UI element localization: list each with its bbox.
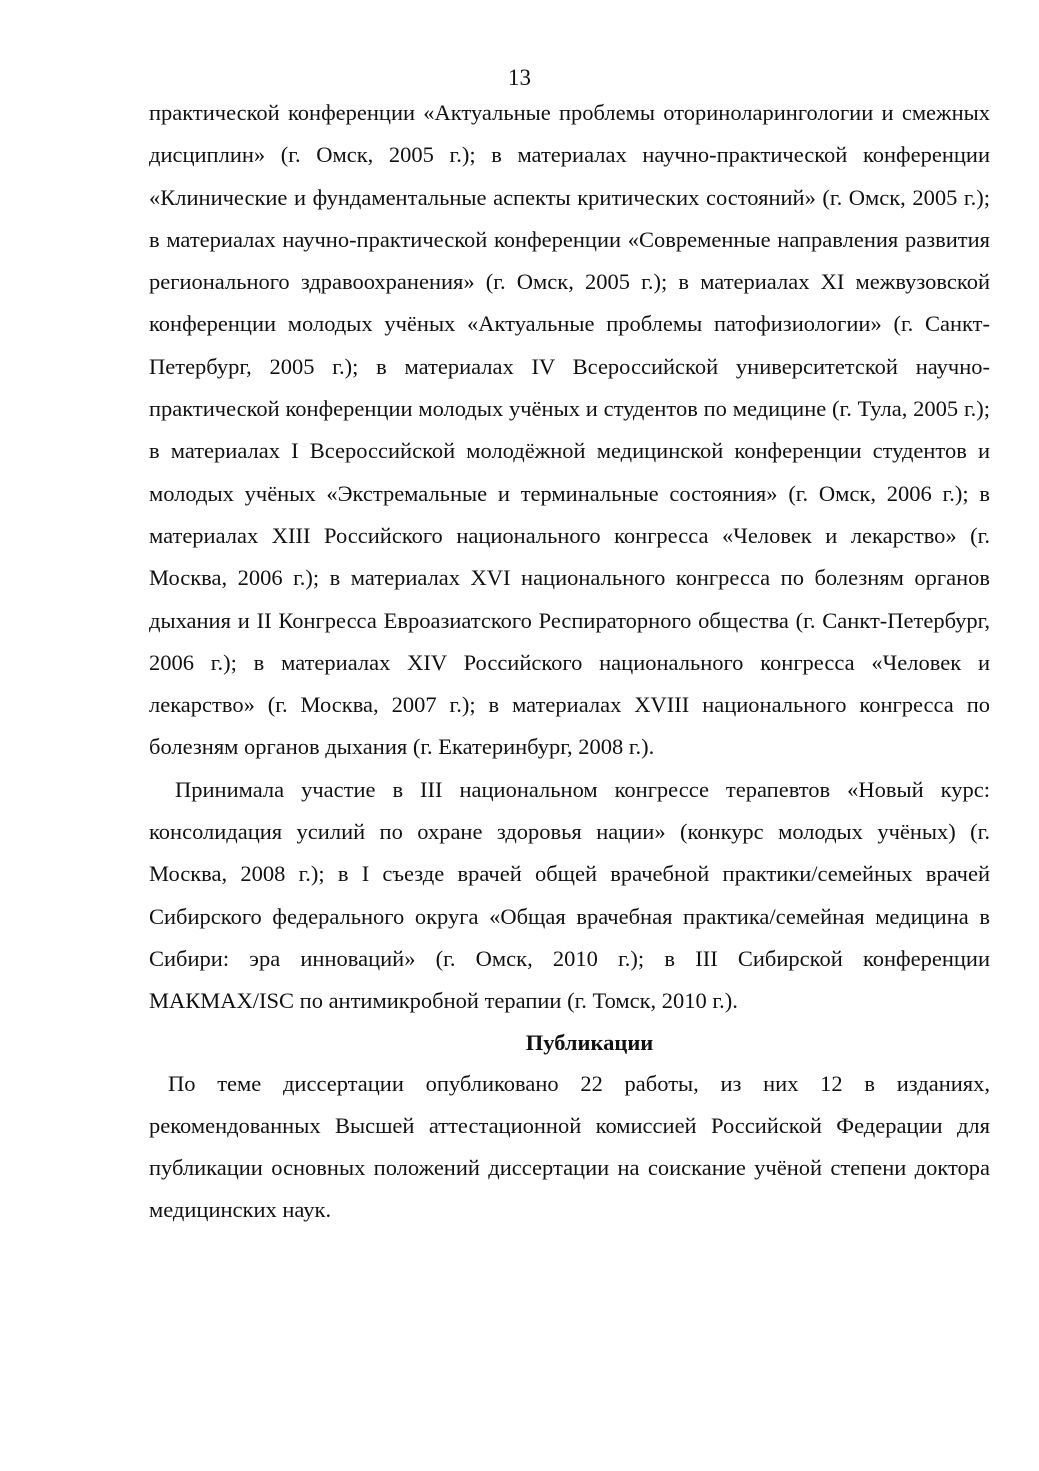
publications-paragraph: По теме диссертации опубликовано 22 работы, из них 12 в изданиях, рекомендованных Высшей аттестационной комиссией Российской Федерации для публикации основных положений диссертации на соискание учёной степени доктора медицинских наук. <box>149 1070 990 1223</box>
publications-heading: Публикации <box>525 1029 654 1055</box>
participation-paragraph: Принимала участие в III национальном конгрессе терапевтов «Новый курс: консолидация усилий по охране здоровья нации» (конкурс молодых учёных) (г. Москва, 2008 г.); в I съезде врачей общей врачебной практики/семейных врачей Сибирского федерального округа «Общая врачебная практика/семейная медицина в Сибири: эра инноваций» (г. Омск, 2010 г.); в III Сибирской конференции МАКМАХ/ISC по антимикробной терапии (г. Томск, 2010 г.). <box>149 776 990 1014</box>
page-body <box>149 92 990 1232</box>
page-number: 13 <box>508 65 531 90</box>
conferences-paragraph: практической конференции «Актуальные проблемы оториноларингологии и смежных дисциплин» (г. Омск, 2005 г.); в материалах научно-практической конференции «Клинические и фундаментальные аспекты критических состояний» (г. Омск, 2005 г.); в материалах научно-практической конференции «Современные направления развития регионального здравоохранения» (г. Омск, 2005 г.); в материалах XI межвузовской конференции молодых учёных «Актуальные проблемы патофизиологии» (г. Санкт-Петербург, 2005 г.); в материалах IV Всероссийской университетской научно-практической конференции молодых учёных и студентов по медицине (г. Тула, 2005 г.); в материалах I Всероссийской молодёжной медицинской конференции студентов и молодых учёных «Экстремальные и терминальные состояния» (г. Омск, 2006 г.); в материалах XIII Российского национального конгресса «Человек и лекарство» (г. Москва, 2006 г.); в материалах XVI национального конгресса по болезням органов дыхания и II Конгресса Евроазиатского Респираторного общества (г. Санкт-Петербург, 2006 г.); в материалах XIV Российского национального конгресса «Человек и лекарство» (г. Москва, 2007 г.); в материалах XVIII национального конгресса по болезням органов дыхания (г. Екатеринбург, 2008 г.). <box>149 100 990 760</box>
